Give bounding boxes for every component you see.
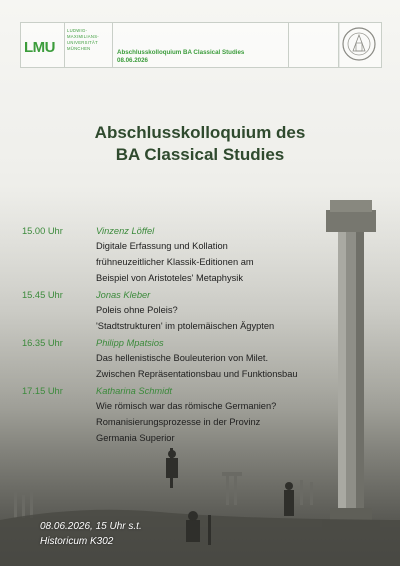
talk-time: 17.15 Uhr xyxy=(22,386,63,396)
page-title: Abschlusskolloquium des BA Classical Studies xyxy=(94,123,306,164)
talk-title-line: Germania Superior xyxy=(96,433,175,443)
schedule-item xyxy=(22,288,382,334)
talk-title-line: Zwischen Repräsentationsbau und Funktionsbau xyxy=(96,369,298,379)
event-location: Historicum K302 xyxy=(40,536,114,547)
talk-title-line: Poleis ohne Poleis? xyxy=(96,305,178,315)
speaker-name: Vinzenz Löffel xyxy=(96,226,155,236)
talk-time: 15.45 Uhr xyxy=(22,290,63,300)
talk-title-line: frühneuzeitlicher Klassik-Editionen am xyxy=(96,257,254,267)
talk-title-line: Beispiel von Aristoteles' Metaphysik xyxy=(96,273,243,283)
talk-title-line: 'Stadtstrukturen' im ptolemäischen Ägypten xyxy=(96,321,275,331)
talk-time: 16.35 Uhr xyxy=(22,338,63,348)
schedule-item xyxy=(22,336,382,382)
talk-time: 15.00 Uhr xyxy=(22,226,63,236)
schedule-item xyxy=(22,384,382,446)
speaker-name: Katharina Schmidt xyxy=(96,386,172,396)
lmu-logo: LMU xyxy=(24,39,55,56)
speaker-name: Jonas Kleber xyxy=(96,290,151,300)
university-name: LUDWIG- MAXIMILIANS- UNIVERSITÄT MÜNCHEN xyxy=(67,28,99,51)
schedule-list xyxy=(22,224,382,448)
talk-title-line: Digitale Erfassung und Kollation xyxy=(96,241,228,251)
schedule-item xyxy=(22,224,382,286)
header-bar xyxy=(20,22,380,66)
empty-box xyxy=(288,22,340,68)
event-date-time: 08.06.2026, 15 Uhr s.t. xyxy=(40,521,142,532)
talk-title-line: Romanisierungsprozesse in der Provinz xyxy=(96,417,261,427)
speaker-name: Philipp Mpatsios xyxy=(96,338,164,348)
talk-title-line: Wie römisch war das römische Germanien? xyxy=(96,401,277,411)
talk-title-line: Das hellenistische Bouleuterion von Milet. xyxy=(96,353,269,363)
header-event-title: Abschlusskolloquium BA Classical Studies 08.06.2026 xyxy=(117,49,245,64)
event-details xyxy=(40,519,220,549)
university-seal-icon xyxy=(341,25,377,63)
